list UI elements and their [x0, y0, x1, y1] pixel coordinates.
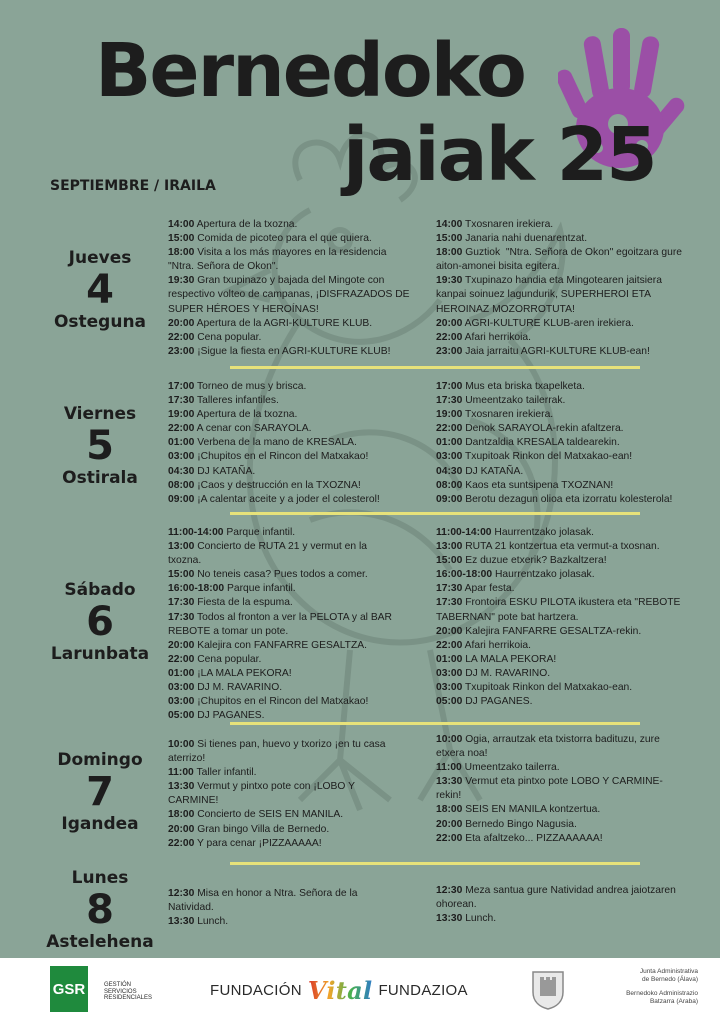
day-name-basque: Igandea — [61, 814, 139, 834]
fund-right: FUNDAZIOA — [378, 982, 468, 999]
event-item — [168, 808, 398, 822]
day-number: 4 — [86, 267, 114, 313]
event-description: Mus eta briska txapelketa. — [462, 381, 585, 392]
event-item — [436, 884, 679, 912]
event-description: Bernedo Bingo Nagusia. — [462, 818, 577, 830]
event-item — [436, 775, 666, 803]
event-item — [168, 653, 403, 667]
event-time: 13:30 — [168, 916, 195, 928]
event-description: Concierto de SEIS EN MANILA. — [194, 809, 344, 821]
event-description: Vermut eta pintxo pote LOBO Y CARMINE-rekin! — [436, 776, 663, 802]
event-item — [436, 568, 681, 582]
event-description: A cenar con SARAYOLA. — [194, 423, 312, 435]
gsr-logo: GSR — [50, 966, 88, 1012]
day-name: Jueves — [68, 248, 132, 268]
event-item — [168, 331, 413, 345]
event-description: Apertura de la AGRI-KULTURE KLUB. — [194, 317, 373, 329]
event-item — [436, 540, 681, 554]
event-item — [436, 818, 666, 832]
event-item — [168, 436, 423, 450]
event-item — [436, 596, 684, 624]
event-item — [436, 465, 691, 479]
event-item — [436, 526, 681, 540]
event-time: 20:00 — [168, 639, 195, 651]
event-time: 22:00 — [436, 331, 463, 343]
event-time: 22:00 — [436, 832, 463, 844]
event-item — [168, 695, 403, 709]
event-time: 15:00 — [436, 555, 463, 567]
schedule-es — [168, 380, 423, 507]
event-item — [168, 422, 423, 436]
event-description: Meza santua gure Natividad andrea jaiotzaren ohorean. — [436, 885, 679, 911]
event-time: 01:00 — [168, 437, 195, 449]
day-name-basque: Larunbata — [50, 644, 150, 664]
crest-icon — [530, 968, 566, 1010]
event-time: 16:00-18:00 — [436, 569, 493, 581]
event-description: Gran txupinazo y bajada del Mingote con respectivo volteo de campanas, ¡DISFRAZADOS DE SUPER HÉROES Y HEROÍNAS! — [168, 275, 413, 315]
day-name: Sábado — [64, 580, 136, 600]
fund-vital: Vital — [307, 976, 373, 1005]
event-description: ¡Caos y destrucción en la TXOZNA! — [194, 479, 361, 491]
event-item — [168, 408, 423, 422]
event-item — [436, 695, 681, 709]
event-description: DJ M. RAVARINO. — [462, 667, 551, 679]
event-description: Txupitoak Rinkon del Matxakao-ean. — [462, 682, 633, 694]
event-description: DJ KATAÑA. — [462, 465, 524, 477]
event-item — [168, 667, 403, 681]
event-item — [436, 408, 691, 422]
event-item — [436, 803, 666, 817]
event-time: 05:00 — [436, 696, 463, 708]
separator — [230, 862, 640, 865]
event-time: 01:00 — [168, 667, 195, 679]
event-description: Jaia jarraitu AGRI-KULTURE KLUB-ean! — [462, 345, 650, 357]
event-time: 19:30 — [168, 275, 195, 287]
event-time: 12:30 — [168, 888, 195, 899]
event-time: 17:30 — [168, 597, 195, 609]
event-time: 09:00 — [436, 493, 463, 505]
event-description: Txosnaren irekiera. — [462, 219, 554, 230]
event-item — [168, 568, 403, 582]
event-time: 08:00 — [168, 479, 195, 491]
event-description: Visita a los más mayores en la residencia "Ntra. Señora de Okon". — [168, 247, 390, 273]
event-time: 20:00 — [436, 818, 463, 830]
event-time: 19:30 — [436, 275, 463, 287]
event-time: 13:00 — [168, 541, 195, 553]
event-item — [436, 232, 686, 246]
event-item — [436, 394, 691, 408]
event-description: Eta afaltzeko... PIZZAAAAAA! — [462, 832, 603, 844]
day-label — [30, 248, 170, 332]
event-description: Kaos eta suntsipena TXOZNAN! — [462, 479, 614, 491]
event-time: 19:00 — [168, 409, 195, 421]
event-time: 22:00 — [168, 423, 195, 435]
event-time: 05:00 — [168, 710, 195, 722]
event-description: Todos al fronton a ver la PELOTA y al BAR REBOTE a tomar un pote. — [168, 611, 395, 637]
event-description: Ogia, arrautzak eta txistorra badituzu, zure etxera noa! — [436, 734, 663, 760]
event-item — [168, 479, 423, 493]
junta-line: Bernedoko Administrazio — [626, 990, 698, 997]
event-item — [436, 554, 681, 568]
event-time: 15:00 — [436, 233, 463, 245]
event-description: Janaria nahi duenarentzat. — [462, 233, 588, 245]
junta-line: Junta Administrativa — [639, 968, 698, 975]
event-description: ¡A calentar aceite y a joder el colesterol! — [194, 493, 380, 505]
day-label — [30, 750, 170, 834]
event-description: SEIS EN MANILA kontzertua. — [462, 804, 601, 816]
event-time: 13:00 — [436, 541, 463, 553]
event-time: 17:30 — [436, 597, 463, 609]
event-item — [436, 639, 681, 653]
event-description: Y para cenar ¡PIZZAAAAA! — [194, 837, 322, 849]
event-item — [436, 331, 686, 345]
event-time: 17:00 — [436, 381, 463, 392]
event-time: 18:00 — [168, 809, 195, 821]
fundacion-vital-logo — [210, 976, 468, 1005]
event-time: 22:00 — [436, 639, 463, 651]
event-time: 04:30 — [168, 465, 195, 477]
event-time: 18:00 — [168, 247, 195, 259]
day-label — [30, 580, 170, 664]
event-item — [436, 761, 666, 775]
event-time: 18:00 — [436, 804, 463, 816]
event-description: RUTA 21 kontzertua eta vermut-a txosnan. — [462, 541, 660, 553]
event-description: Haurrentzako jolasak. — [491, 527, 594, 538]
event-time: 13:30 — [436, 913, 463, 925]
event-time: 12:30 — [436, 885, 463, 896]
event-item — [168, 465, 423, 479]
day-number: 5 — [86, 423, 114, 469]
event-item — [436, 218, 686, 232]
event-item — [436, 653, 681, 667]
event-description: Haurrentzako jolasak. — [492, 569, 595, 581]
event-time: 20:00 — [436, 317, 463, 329]
junta-line: Batzarra (Araba) — [649, 998, 698, 1005]
event-description: Si tienes pan, huevo y txorizo ¡en tu casa aterrizo! — [168, 739, 389, 765]
event-time: 03:00 — [168, 682, 195, 694]
event-description: Parque infantil. — [223, 527, 296, 538]
event-description: Taller infantil. — [193, 767, 257, 779]
event-item — [436, 733, 666, 761]
event-description: ¡Chupitos en el Rincon del Matxakao! — [194, 696, 369, 708]
event-item — [436, 345, 686, 359]
junta-text — [578, 968, 698, 1006]
event-item — [168, 232, 413, 246]
event-time: 17:30 — [168, 395, 195, 407]
event-item — [436, 436, 691, 450]
event-time: 22:00 — [168, 653, 195, 665]
event-description: Umeentzako tailerra. — [461, 762, 560, 774]
event-time: 22:00 — [168, 331, 195, 343]
event-description: Berotu dezagun olioa eta izorratu kolesterola! — [462, 493, 673, 505]
event-description: DJ PAGANES. — [194, 710, 265, 722]
event-description: Ez duzue etxerik? Bazkaltzera! — [462, 555, 607, 567]
event-time: 01:00 — [436, 437, 463, 449]
event-description: Txosnaren irekiera. — [462, 409, 554, 421]
gsr-subtitle: GESTIÓN SERVICIOS RESIDENCIALES — [104, 982, 153, 1001]
event-time: 11:00-14:00 — [436, 527, 492, 538]
event-item — [168, 317, 413, 331]
event-description: Txupitoak Rinkon del Matxakao-ean! — [462, 451, 633, 463]
event-description: ¡LA MALA PEKORA! — [194, 667, 292, 679]
event-item — [168, 582, 403, 596]
event-time: 10:00 — [436, 734, 463, 745]
event-time: 08:00 — [436, 479, 463, 491]
event-description: LA MALA PEKORA! — [462, 653, 557, 665]
event-item — [436, 912, 676, 926]
day-name: Lunes — [71, 868, 129, 888]
event-time: 17:30 — [436, 395, 463, 407]
event-time: 03:00 — [436, 451, 463, 463]
event-description: Txupinazo handia eta Mingotearen jaitsiera kanpai soinuez lagundurik, SUPERHEROI ETA HEROINAZ MOZORROTUTA! — [436, 275, 665, 315]
event-description: Frontoira ESKU PILOTA ikustera eta "REBOTE TABERNAN" pote bat hartzera. — [436, 597, 684, 623]
day-name-basque: Osteguna — [53, 312, 147, 332]
schedule-eu — [436, 884, 679, 926]
event-time: 22:00 — [168, 837, 195, 849]
event-time: 17:30 — [436, 583, 463, 595]
day-number: 8 — [86, 887, 114, 933]
title-line1: Bernedoko — [95, 28, 525, 114]
event-time: 17:00 — [168, 381, 195, 392]
event-description: DJ PAGANES. — [462, 696, 533, 708]
event-description: Lunch. — [194, 916, 229, 928]
event-item — [168, 887, 398, 915]
day-name-basque: Astelehena — [46, 932, 154, 952]
event-time: 20:00 — [168, 823, 195, 835]
event-time: 15:00 — [168, 233, 195, 245]
event-item — [168, 394, 423, 408]
event-description: Cena popular. — [194, 653, 262, 665]
event-description: Apar festa. — [462, 583, 515, 595]
event-description: Comida de picoteo para el que quiera. — [194, 233, 372, 245]
subtitle: SEPTIEMBRE / IRAILA — [50, 178, 216, 194]
event-description: Misa en honor a Ntra. Señora de la Natividad. — [168, 888, 361, 914]
event-item — [436, 832, 666, 846]
event-item — [436, 422, 691, 436]
event-time: 11:00-14:00 — [168, 527, 224, 538]
event-description: Guztiok "Ntra. Señora de Okon" egoitzara gure aiton-amonei bisita egitera. — [436, 247, 685, 273]
day-label — [30, 404, 170, 488]
schedule-eu — [436, 218, 686, 359]
event-item — [436, 317, 686, 331]
event-item — [168, 823, 398, 837]
day-number: 7 — [86, 769, 114, 815]
event-item — [436, 450, 691, 464]
event-item — [168, 526, 403, 540]
event-item — [436, 667, 681, 681]
event-time: 03:00 — [168, 696, 195, 708]
event-description: Concierto de RUTA 21 y vermut en la txozna. — [168, 541, 370, 567]
event-item — [168, 596, 403, 610]
fund-left: FUNDACIÓN — [210, 982, 302, 999]
event-time: 20:00 — [168, 317, 195, 329]
event-time: 14:00 — [436, 219, 463, 230]
event-description: ¡Chupitos en el Rincon del Matxakao! — [194, 451, 369, 463]
event-description: Talleres infantiles. — [194, 395, 279, 407]
event-item — [436, 493, 691, 507]
event-time: 10:00 — [168, 739, 195, 750]
schedule-es — [168, 887, 398, 929]
event-description: Afari herrikoia. — [462, 639, 532, 651]
event-time: 19:00 — [436, 409, 463, 421]
event-time: 13:30 — [436, 776, 463, 788]
event-item — [168, 766, 398, 780]
event-description: AGRI-KULTURE KLUB-aren irekiera. — [462, 317, 634, 329]
event-item — [168, 540, 403, 568]
event-description: Lunch. — [462, 913, 497, 925]
event-description: Apertura de la txozna. — [194, 219, 298, 230]
event-item — [436, 479, 691, 493]
separator — [230, 366, 640, 369]
event-description: Umeentzako tailerrak. — [462, 395, 566, 407]
event-time: 03:00 — [436, 682, 463, 694]
event-time: 13:30 — [168, 781, 195, 793]
event-description: Verbena de la mano de KRESALA. — [194, 437, 357, 449]
day-name: Domingo — [57, 750, 143, 770]
event-item — [168, 780, 398, 808]
event-time: 03:00 — [168, 451, 195, 463]
day-name: Viernes — [63, 404, 137, 424]
event-item — [168, 274, 413, 316]
event-description: Parque infantil. — [224, 583, 296, 595]
event-description: DJ KATAÑA. — [194, 465, 256, 477]
event-item — [436, 380, 691, 394]
day-name-basque: Ostirala — [62, 468, 138, 488]
event-item — [436, 681, 681, 695]
event-time: 16:00-18:00 — [168, 583, 225, 595]
event-item — [168, 681, 403, 695]
day-number: 6 — [86, 599, 114, 645]
event-description: ¡Sigue la fiesta en AGRI-KULTURE KLUB! — [194, 345, 391, 357]
event-item — [168, 639, 403, 653]
event-description: Afari herrikoia. — [462, 331, 532, 343]
event-time: 11:00 — [436, 762, 462, 774]
event-description: Vermut y pintxo pote con ¡LOBO Y CARMINE! — [168, 781, 358, 807]
schedule-eu — [436, 526, 684, 709]
schedule-es — [168, 526, 403, 723]
event-time: 01:00 — [436, 653, 463, 665]
event-item — [168, 493, 423, 507]
schedule-eu — [436, 733, 666, 846]
event-description: DJ M. RAVARINO. — [194, 682, 283, 694]
event-description: Apertura de la txozna. — [194, 409, 298, 421]
event-time: 22:00 — [436, 423, 463, 435]
event-item — [168, 611, 403, 639]
schedule-es — [168, 218, 413, 359]
event-time: 03:00 — [436, 667, 463, 679]
event-item — [168, 915, 398, 929]
event-time: 11:00 — [168, 767, 194, 779]
event-item — [168, 450, 423, 464]
event-description: Gran bingo Villa de Bernedo. — [194, 823, 330, 835]
event-item — [436, 582, 681, 596]
event-time: 17:30 — [168, 611, 195, 623]
event-time: 20:00 — [436, 625, 463, 637]
event-description: Denok SARAYOLA-rekin afaltzera. — [462, 423, 624, 435]
footer — [0, 958, 720, 1019]
event-time: 14:00 — [168, 219, 195, 230]
day-label — [30, 868, 170, 952]
event-description: Kalejira con FANFARRE GESALTZA. — [194, 639, 367, 651]
event-description: Kalejira FANFARRE GESALTZA-rekin. — [462, 625, 642, 637]
event-item — [436, 625, 681, 639]
event-item — [168, 837, 398, 851]
event-item — [168, 738, 398, 766]
event-item — [168, 246, 413, 274]
event-item — [168, 218, 413, 232]
schedule-es — [168, 738, 398, 851]
event-item — [436, 246, 686, 274]
separator — [230, 722, 640, 725]
event-item — [168, 380, 423, 394]
event-description: Dantzaldia KRESALA taldearekin. — [462, 437, 620, 449]
junta-line: de Bernedo (Álava) — [641, 976, 698, 983]
event-description: Cena popular. — [194, 331, 262, 343]
event-time: 18:00 — [436, 247, 463, 259]
separator — [230, 512, 640, 515]
event-time: 09:00 — [168, 493, 195, 505]
schedule-eu — [436, 380, 691, 507]
event-time: 04:30 — [436, 465, 463, 477]
event-description: No teneis casa? Pues todos a comer. — [194, 569, 368, 581]
event-item — [436, 274, 686, 316]
event-time: 15:00 — [168, 569, 195, 581]
title-line2: jaiak 25 — [343, 112, 656, 198]
event-description: Torneo de mus y brisca. — [194, 381, 307, 392]
event-description: Fiesta de la espuma. — [194, 597, 293, 609]
event-item — [168, 345, 413, 359]
event-time: 23:00 — [168, 345, 195, 357]
event-time: 23:00 — [436, 345, 463, 357]
